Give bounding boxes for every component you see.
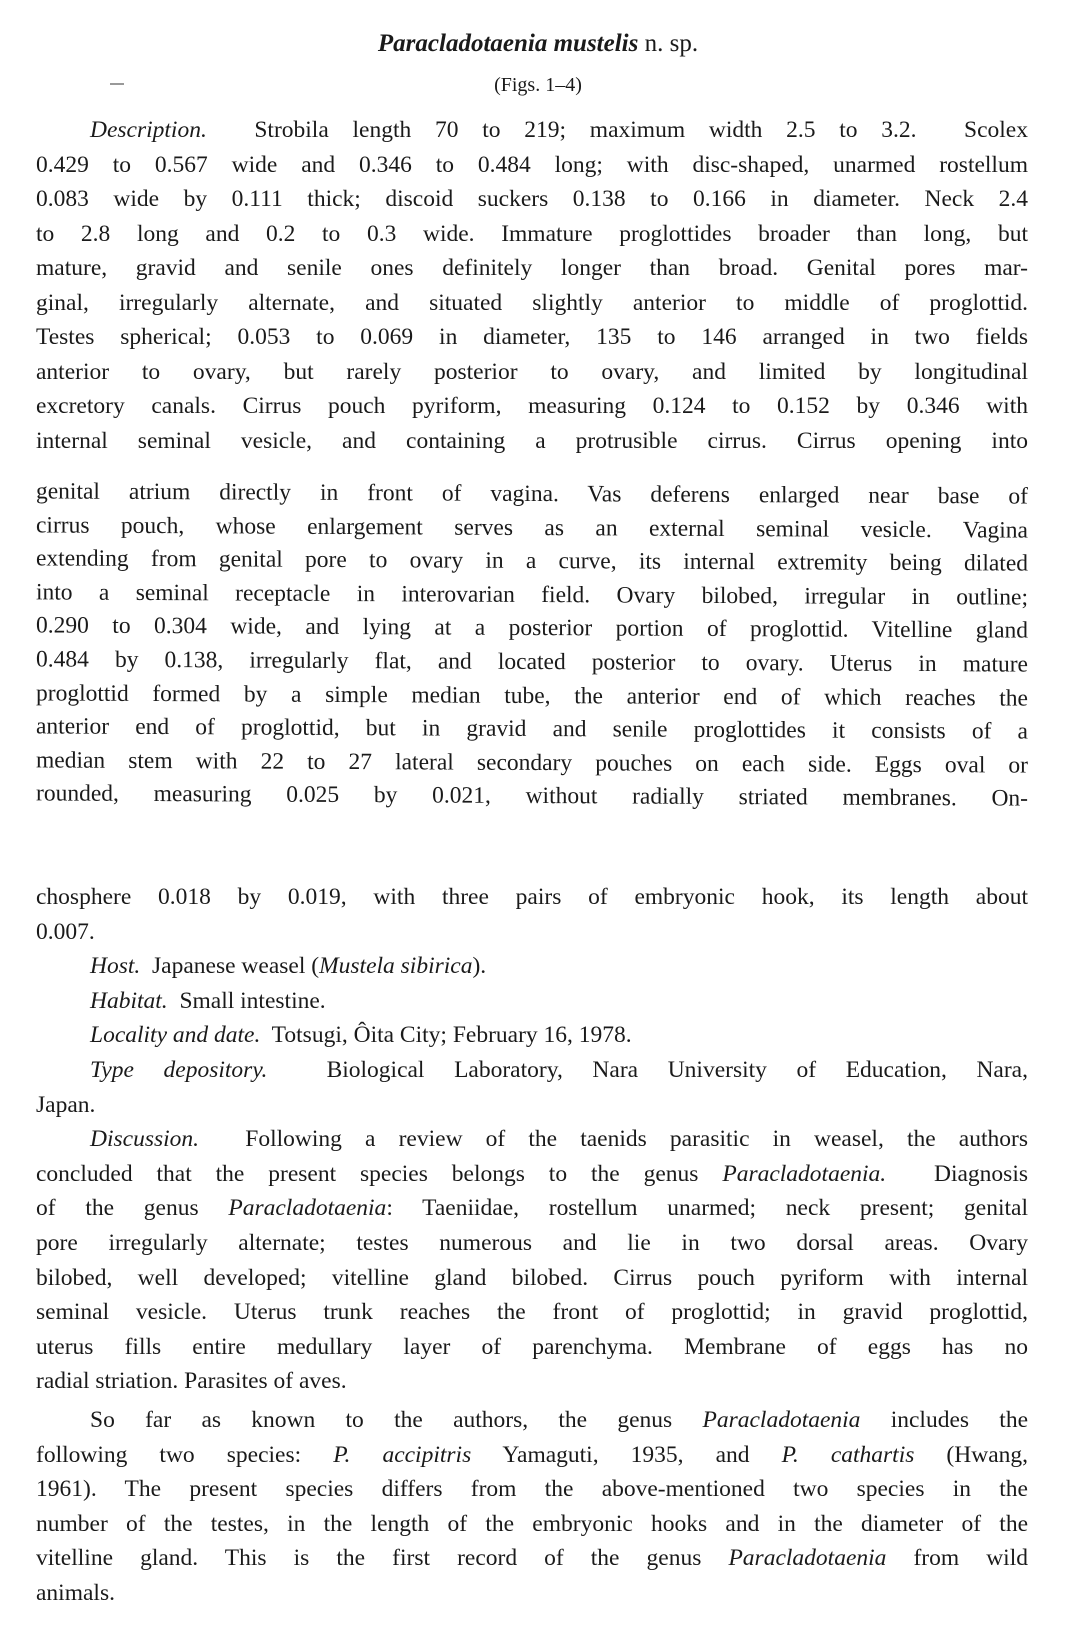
description-line: mature, gravid and senile ones definitely longer than broad. Genital pores mar-: [36, 255, 1028, 281]
comparison-line: 1961). The present species differs from the above-mentioned two species in the: [36, 1476, 1028, 1503]
discussion-line: seminal vesicle. Uterus trunk reaches the front of proglottid; in gravid proglottid,: [36, 1299, 1028, 1326]
description-line: rounded, measuring 0.025 by 0.021, without radially striated membranes. On-: [36, 780, 1028, 812]
comparison-line: following two species: P. accipitris Yamaguti, 1935, and P. cathartis (Hwang,: [36, 1441, 1029, 1468]
discussion-line: radial striation. Parasites of aves.: [36, 1368, 347, 1395]
description-line: into a seminal receptacle in interovarian field. Ovary bilobed, irregular in outline;: [36, 579, 1028, 611]
discussion-label: Discussion.: [90, 1126, 200, 1153]
comparison-line: vitelline gland. This is the first record of the genus Paracladotaenia from wild: [36, 1545, 1028, 1572]
type-depository-label: Type depository.: [90, 1056, 268, 1083]
new-species-marker: n. sp.: [638, 30, 699, 57]
description-line: 0.007.: [36, 918, 95, 945]
discussion-line: pore irregularly alternate; testes numerous and lie in two dorsal areas. Ovary: [36, 1229, 1028, 1256]
discussion-line: concluded that the present species belongs to the genus Paracladotaenia. Diagnosis: [36, 1160, 1028, 1187]
genus-name: Paracladotaenia: [728, 1545, 887, 1572]
description-continued-block: [36, 478, 1028, 814]
comparison-line: So far as known to the authors, the genus Paracladotaenia includes the: [90, 1406, 1029, 1433]
species-title: [0, 28, 1076, 60]
description-line: genital atrium directly in front of vagina. Vas deferens enlarged near base of: [36, 478, 1028, 510]
description-line: Testes spherical; 0.053 to 0.069 in diameter, 135 to 146 arranged in two fields: [36, 324, 1028, 350]
description-line: excretory canals. Cirrus pouch pyriform, measuring 0.124 to 0.152 by 0.346 with: [36, 393, 1028, 419]
description-line: 0.083 wide by 0.111 thick; discoid suckers 0.138 to 0.166 in diameter. Neck 2.4: [36, 186, 1028, 212]
host-species: Mustela sibirica: [319, 953, 473, 980]
description-line: 0.290 to 0.304 wide, and lying at a posterior portion of proglottid. Vitelline gland: [36, 612, 1028, 644]
description-line: cirrus pouch, whose enlargement serves as an external seminal vesicle. Vagina: [36, 511, 1028, 544]
genus-name: Paracladotaenia: [228, 1195, 387, 1222]
description-line: ginal, irregularly alternate, and situated slightly anterior to middle of proglottid.: [36, 289, 1028, 316]
genus-name: Paracladotaenia: [702, 1406, 861, 1433]
discussion-line: bilobed, well developed; vitelline gland bilobed. Cirrus pouch pyriform with internal: [36, 1264, 1028, 1291]
description-line: extending from genital pore to ovary in a curve, its internal extremity being dilated: [36, 545, 1028, 577]
species-name-accipitris: P. accipitris: [333, 1441, 472, 1468]
habitat-label: Habitat.: [90, 987, 168, 1014]
description-label: Description.: [90, 117, 207, 143]
description-line: median stem with 22 to 27 lateral secondary pouches on each side. Eggs oval or: [36, 747, 1028, 779]
locality-label: Locality and date.: [90, 1022, 261, 1049]
discussion-line: uterus fills entire medullary layer of parenchyma. Membrane of eggs has no: [36, 1333, 1028, 1360]
description-line: internal seminal vesicle, and containing a protrusible cirrus. Cirrus opening into: [36, 427, 1028, 454]
description-line: 0.429 to 0.567 wide and 0.346 to 0.484 long; with disc-shaped, unarmed rostellum: [36, 151, 1028, 178]
comparison-line: animals.: [36, 1579, 115, 1606]
main-text-block: [36, 880, 1028, 1610]
type-depository-line: Type depository. Biological Laboratory, Nara University of Education, Nara,: [90, 1056, 1028, 1083]
description-line: anterior end of proglottid, but in gravid and senile proglottides it consists of a: [36, 713, 1028, 745]
genus-name: Paracladotaenia.: [722, 1160, 887, 1187]
habitat-line: Habitat. Small intestine.: [90, 987, 326, 1014]
description-block: [36, 113, 1028, 458]
discussion-line: of the genus Paracladotaenia: Taeniidae, rostellum unarmed; neck present; genital: [36, 1195, 1028, 1222]
description-line: anterior to ovary, but rarely posterior to ovary, and limited by longitudinal: [36, 358, 1028, 385]
discussion-line: Discussion. Following a review of the taenids parasitic in weasel, the authors: [90, 1126, 1028, 1153]
type-depository-line: Japan.: [36, 1091, 96, 1118]
description-line: Description. Strobila length 70 to 219; maximum width 2.5 to 3.2. Scolex: [90, 117, 1028, 143]
figure-reference: (Figs. 1–4): [494, 74, 582, 96]
description-line: to 2.8 long and 0.2 to 0.3 wide. Immature proglottides broader than long, but: [36, 220, 1028, 247]
species-name-cathartis: P. cathartis: [781, 1441, 915, 1468]
species-name: Paracladotaenia mustelis: [377, 30, 639, 57]
host-line: Host. Japanese weasel (Mustela sibirica).: [90, 953, 487, 980]
description-line: 0.484 by 0.138, irregularly flat, and located posterior to ovary. Uterus in mature: [36, 646, 1028, 678]
host-label: Host.: [90, 953, 141, 980]
comparison-line: number of the testes, in the length of the embryonic hooks and in the diameter of the: [36, 1510, 1028, 1537]
description-line: proglottid formed by a simple median tube, the anterior end of which reaches the: [36, 679, 1028, 712]
description-line: chosphere 0.018 by 0.019, with three pairs of embryonic hook, its length about: [36, 884, 1028, 910]
locality-line: Locality and date. Totsugi, Ôita City; February 16, 1978.: [90, 1022, 632, 1049]
